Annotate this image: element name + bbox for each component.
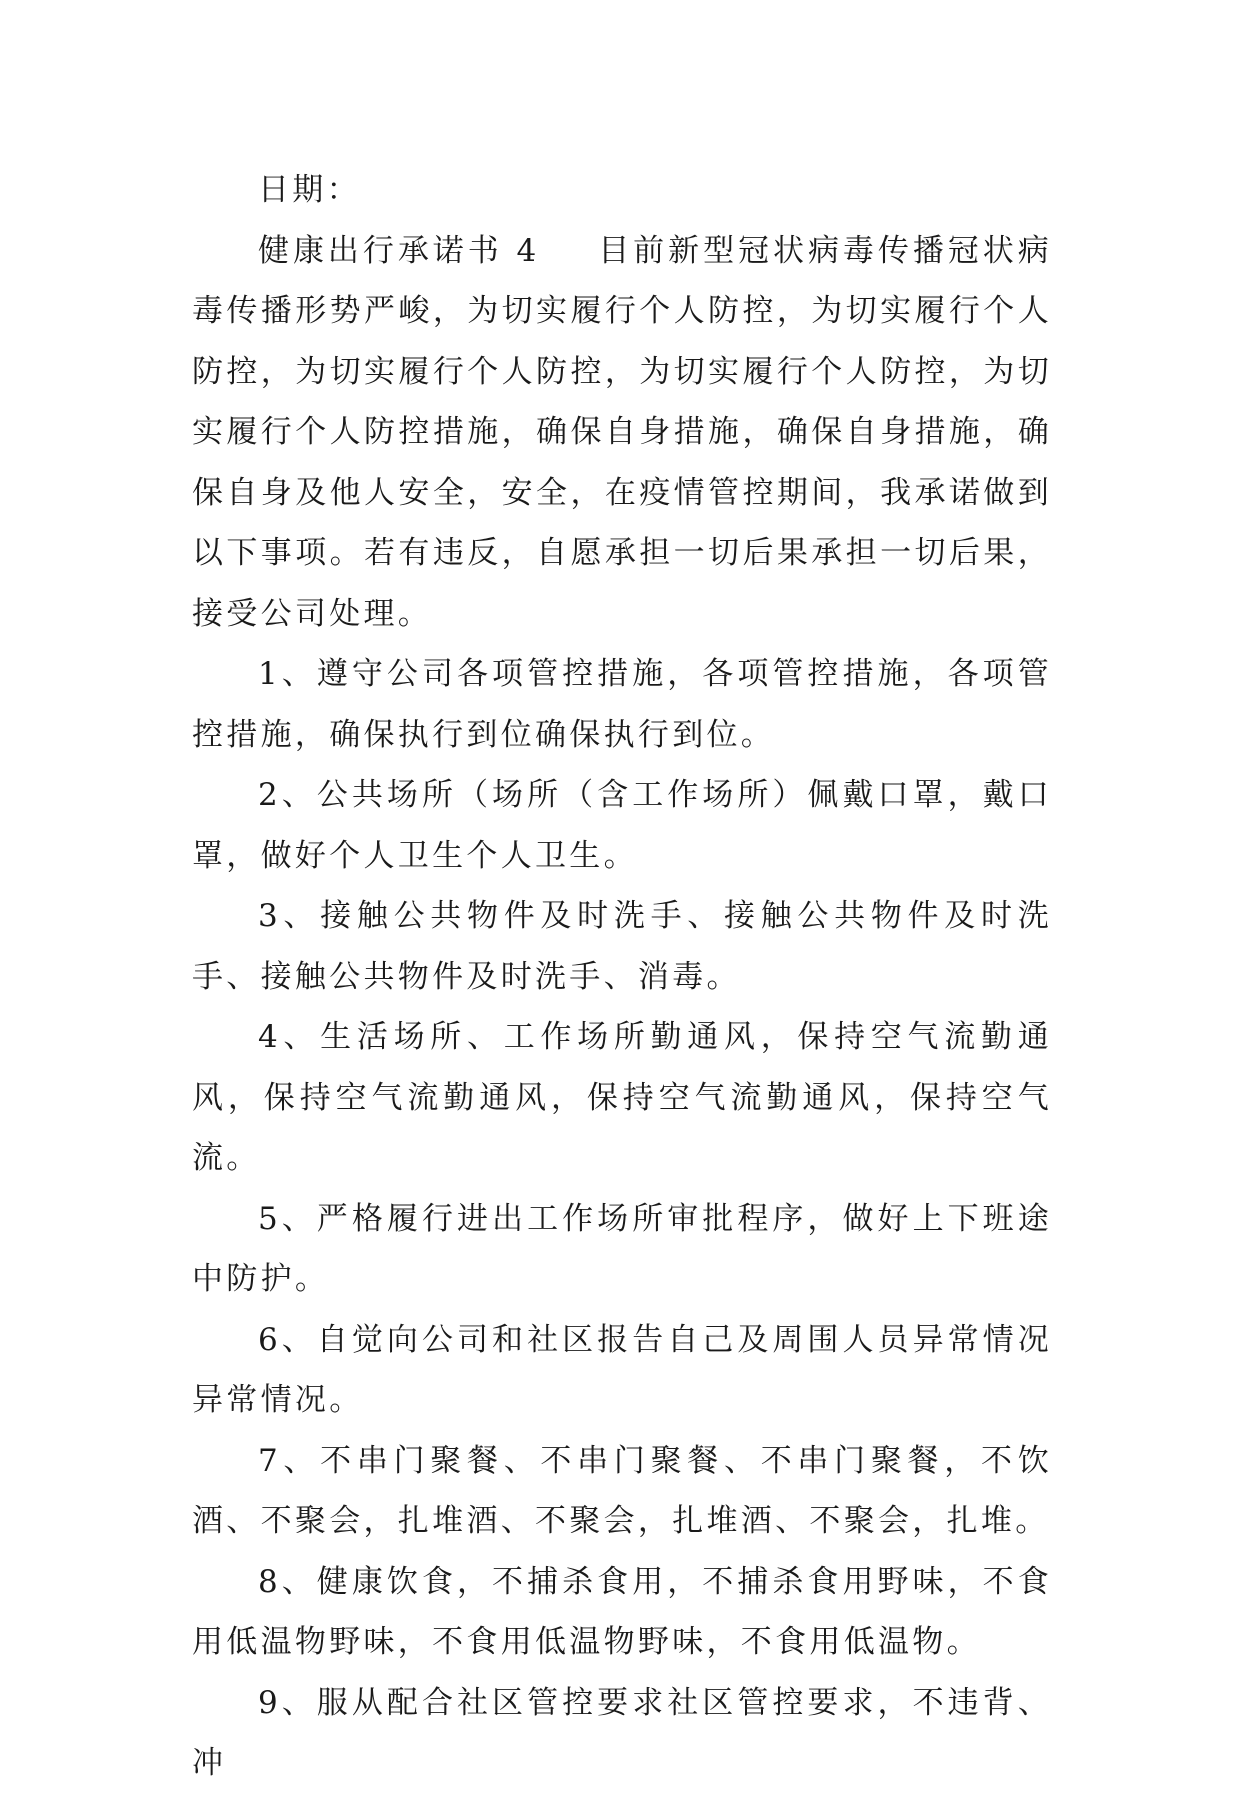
- intro-text: 目前新型冠状病毒传播冠状病毒传播形势严峻，为切实履行个人防控，为切实履行个人防控，为切实履行个人防控，为切实履行个人防控，为切实履行个人防控措施，确保自身措施，确保自身措施，确保自身及他人安全，安全，在疫情管控期间，我承诺做到以下事项。若有违反，自愿承担一切后果承担一切后果，接受公司处理。: [192, 232, 1052, 632]
- commitment-item-4: 4、生活场所、工作场所勤通风，保持空气流勤通风，保持空气流勤通风，保持空气流勤通风，保持空气流。: [192, 1019, 1052, 1176]
- commitment-item-2: 2、公共场所（场所（含工作场所）佩戴口罩，戴口罩，做好个人卫生个人卫生。: [192, 777, 1052, 874]
- commitment-item-6: 6、自觉向公司和社区报告自己及周围人员异常情况异常情况。: [192, 1321, 1052, 1418]
- commitment-item-8: 8、健康饮食，不捕杀食用，不捕杀食用野味，不食用低温物野味，不食用低温物野味，不食用低温物。: [192, 1563, 1052, 1660]
- commitment-item-1: 1、遵守公司各项管控措施，各项管控措施，各项管控措施，确保执行到位确保执行到位。: [192, 656, 1052, 753]
- date-label: 日期：: [258, 172, 361, 208]
- commitment-item-5: 5、严格履行进出工作场所审批程序，做好上下班途中防护。: [192, 1200, 1052, 1297]
- commitment-item-9: 9、服从配合社区管控要求社区管控要求，不违背、冲: [192, 1684, 1052, 1781]
- date-line: [192, 160, 1052, 221]
- document-title: 健康出行承诺书 4: [258, 232, 540, 269]
- document-page: [192, 160, 1052, 1794]
- commitment-item-3: 3、接触公共物件及时洗手、接触公共物件及时洗手、接触公共物件及时洗手、消毒。: [192, 898, 1052, 995]
- commitment-item-7: 7、不串门聚餐、不串门聚餐、不串门聚餐，不饮酒、不聚会，扎堆酒、不聚会，扎堆酒、不聚会，扎堆。: [192, 1442, 1052, 1539]
- intro-paragraph: [192, 221, 1052, 645]
